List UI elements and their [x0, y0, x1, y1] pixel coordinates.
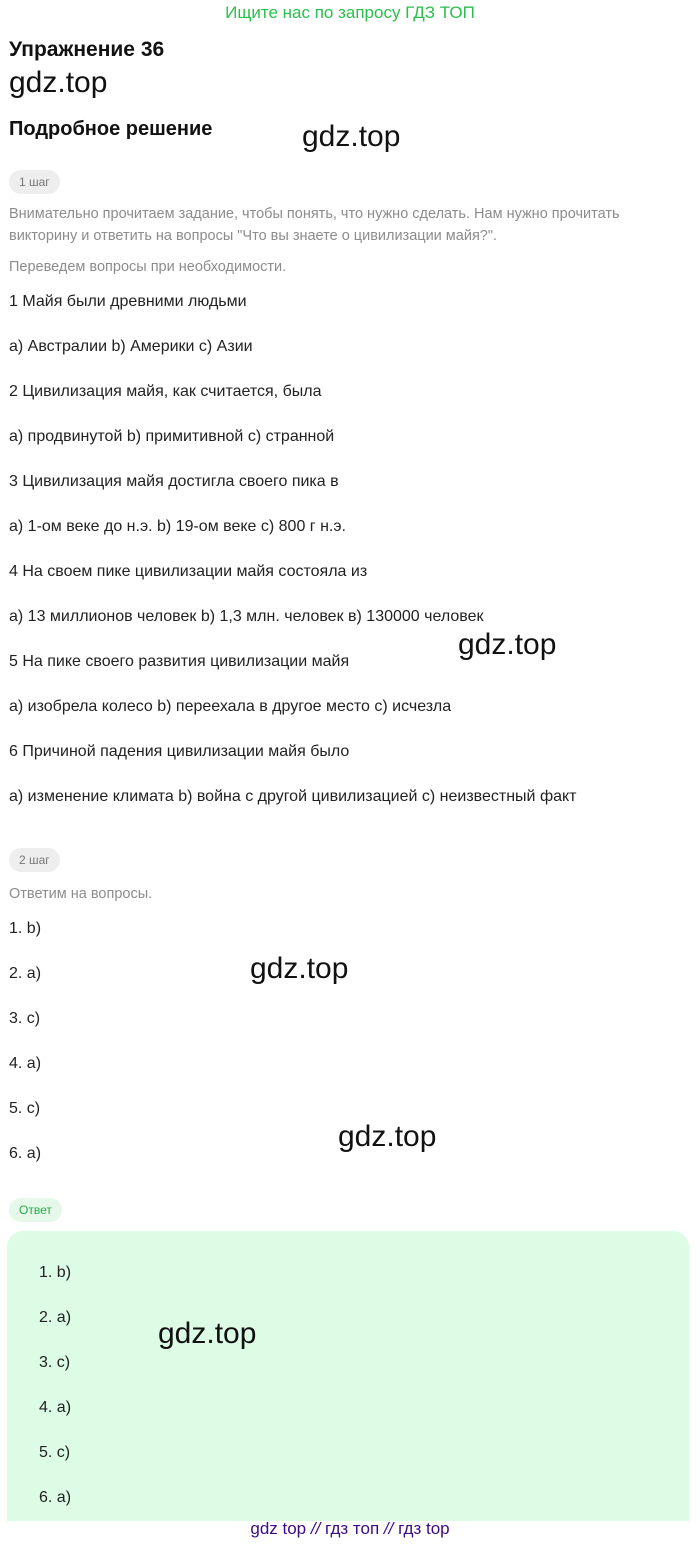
step-badge: 1 шаг: [9, 170, 60, 194]
watermark: gdz.top: [158, 1317, 257, 1350]
answer-line: 1. b): [9, 920, 42, 937]
footer-separator: //: [310, 1519, 321, 1538]
question-line: 3 Цивилизация майя достигла своего пика в: [9, 473, 339, 490]
answer-line: 6. a): [9, 1145, 42, 1162]
options-line: a) 1-ом веке до н.э. b) 19-ом веке c) 800 г н.э.: [9, 518, 346, 535]
footer-link[interactable]: gdz top: [250, 1519, 307, 1538]
watermark: gdz.top: [250, 952, 349, 985]
step-intro: Ответим на вопросы.: [9, 886, 153, 902]
answer-line: 5. c): [39, 1444, 71, 1461]
options-line: a) изобрела колесо b) переехала в другое место c) исчезла: [9, 698, 452, 715]
answer-line: 4. a): [9, 1055, 42, 1072]
answer-line: 2. a): [9, 965, 42, 982]
footer-separator: //: [383, 1519, 394, 1538]
section-title: Подробное решение: [9, 118, 213, 140]
question-line: 5 На пике своего развития цивилизации майя: [9, 653, 350, 670]
footer-link[interactable]: гдз топ: [325, 1519, 380, 1538]
watermark: gdz.top: [458, 628, 557, 661]
answer-line: 3. c): [39, 1354, 71, 1371]
footer-links: [0, 1519, 700, 1539]
watermark: gdz.top: [302, 120, 401, 153]
exercise-title: Упражнение 36: [9, 38, 165, 61]
answer-line: 1. b): [39, 1264, 72, 1281]
question-line: 4 На своем пике цивилизации майя состояла из: [9, 563, 368, 580]
watermark: gdz.top: [9, 66, 108, 99]
watermark: gdz.top: [338, 1120, 437, 1153]
answer-line: 3. c): [9, 1010, 41, 1027]
answer-box: [7, 1231, 689, 1521]
question-line: 2 Цивилизация майя, как считается, была: [9, 383, 322, 400]
step-note: Переведем вопросы при необходимости.: [9, 259, 287, 275]
footer-link[interactable]: гдз top: [398, 1519, 450, 1538]
answer-badge: Ответ: [9, 1198, 62, 1222]
answer-line: 2. a): [39, 1309, 72, 1326]
answer-line: 6. a): [39, 1489, 72, 1506]
options-line: a) изменение климата b) война с другой цивилизацией c) неизвестный факт: [9, 788, 577, 805]
step-intro: Внимательно прочитаем задание, чтобы понять, что нужно сделать. Нам нужно прочитать викторину и ответить на вопросы "Что вы знаете о цивилизации майя?".: [9, 206, 620, 244]
question-line: 6 Причиной падения цивилизации майя было: [9, 743, 350, 760]
search-banner: Ищите нас по запросу ГДЗ ТОП: [225, 3, 475, 22]
step-badge: 2 шаг: [9, 848, 60, 872]
answer-line: 5. c): [9, 1100, 41, 1117]
answer-line: 4. a): [39, 1399, 72, 1416]
options-line: a) Австралии b) Америки c) Азии: [9, 338, 253, 355]
question-line: 1 Майя были древними людьми: [9, 293, 247, 310]
options-line: a) продвинутой b) примитивной c) странной: [9, 428, 335, 445]
options-line: a) 13 миллионов человек b) 1,3 млн. человек в) 130000 человек: [9, 608, 484, 625]
